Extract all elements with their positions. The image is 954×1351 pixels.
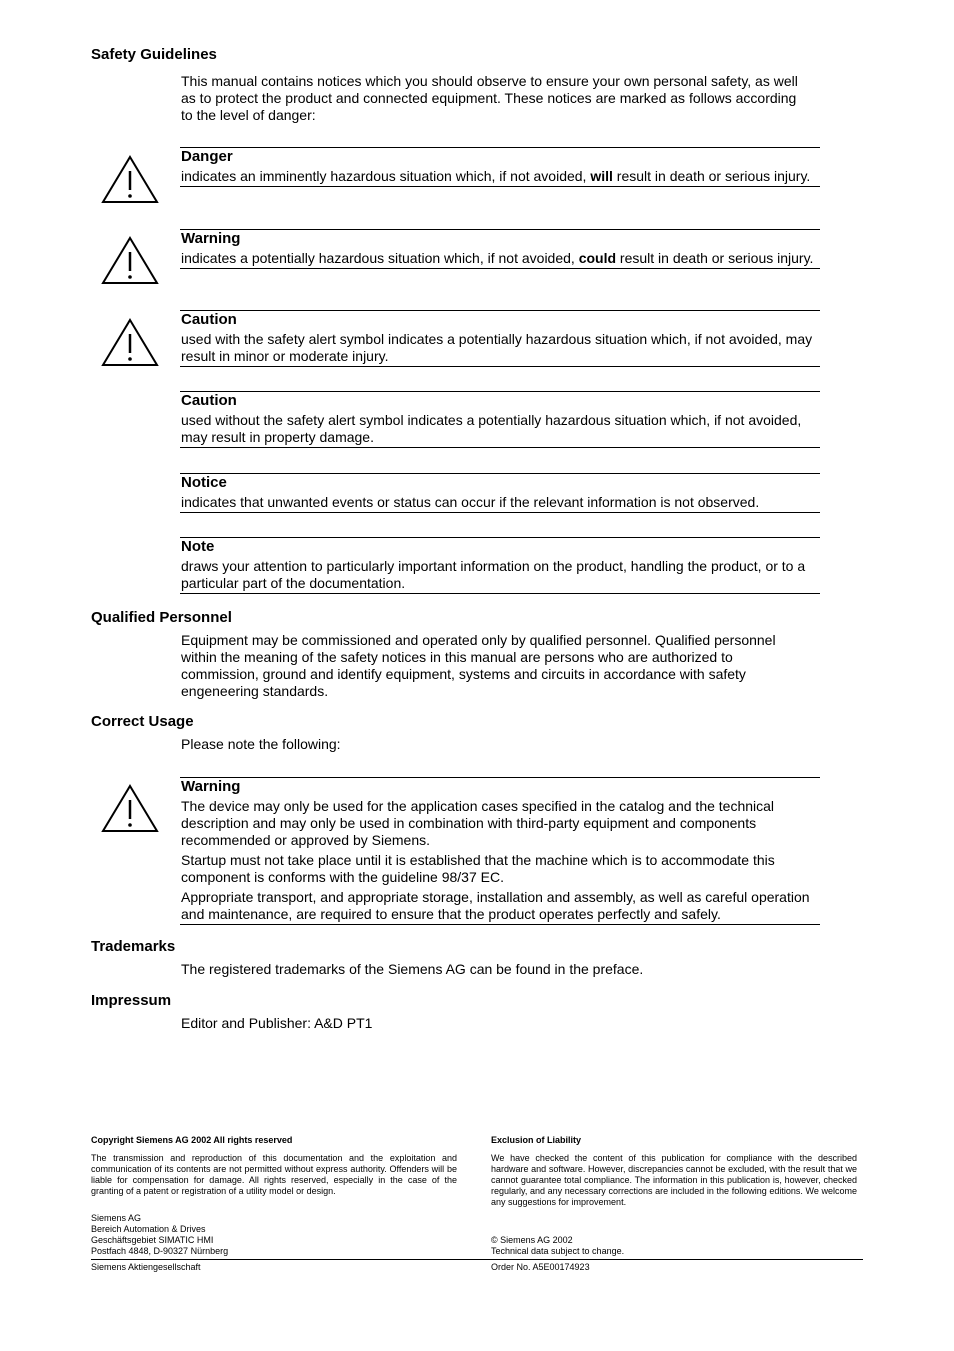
notice-body: indicates an imminently hazardous situation which, if not avoided, will result in death or serious injury.: [181, 168, 811, 184]
qualified-text: Equipment may be commissioned and operated only by qualified personnel. Qualified personnel within the meaning of the safety notices in this manual are persons who are authorized to commission, ground and identify equipment, systems and circuits in accordance with safety engeneering standards.: [181, 632, 776, 699]
notice-notice: [180, 473, 820, 513]
warning-triangle-icon: [101, 784, 159, 834]
notice-title: Warning: [181, 230, 241, 247]
address-line: Siemens AG: [91, 1213, 142, 1223]
notice-warning: [180, 229, 820, 269]
address-line: Geschäftsgebiet SIMATIC HMI: [91, 1235, 214, 1245]
notice-title: Warning: [181, 778, 241, 795]
safety-intro: This manual contains notices which you should observe to ensure your own personal safety, as well as to protect the product and connected equipment. These notices are marked as follows according to the level of danger:: [181, 73, 798, 123]
notice-title: Danger: [181, 148, 233, 165]
address-block: [91, 1213, 461, 1257]
notice-paragraph: The device may only be used for the application cases specified in the catalog and the technical description and may only be used in combination with third-party equipment and components recommended or approved by Siemens.: [181, 798, 775, 848]
notice-body: indicates a potentially hazardous situation which, if not avoided, could result in death or serious injury.: [181, 250, 814, 266]
warning-triangle-icon: [101, 155, 159, 205]
notice-danger: [180, 147, 820, 187]
copyright-text: The transmission and reproduction of this documentation and the exploitation and communication of its contents are not permitted without express authority. Offenders will be liable for compensation for damage. All rights reserved, especially in the case of the granting of a patent or registration of a utility model or design.: [91, 1153, 457, 1196]
impressum-text: Editor and Publisher: A&D PT1: [181, 1015, 373, 1031]
notice-paragraph: Startup must not take place until it is established that the machine which is to accommodate this component is conforms with the guideline 98/37 EC.: [181, 852, 775, 885]
address-line: Postfach 4848, D-90327 Nürnberg: [91, 1246, 229, 1256]
usage-heading: Correct Usage: [91, 713, 194, 730]
qualified-heading: Qualified Personnel: [91, 609, 232, 626]
technical-data-note: Technical data subject to change.: [491, 1246, 625, 1256]
usage-intro: Please note the following:: [181, 736, 341, 752]
order-number: Order No. A5E00174923: [491, 1262, 590, 1272]
notice-title: Caution: [181, 392, 237, 409]
notice-body: draws your attention to particularly important information on the product, handling the product, or to a particular part of the documentation.: [181, 558, 806, 591]
usage-warning: [180, 777, 820, 925]
copyright-heading: Copyright Siemens AG 2002 All rights reserved: [91, 1135, 293, 1145]
notice-body: used with the safety alert symbol indicates a potentially hazardous situation which, if not avoided, may result in minor or moderate injury.: [181, 331, 813, 364]
company-name: Siemens Aktiengesellschaft: [91, 1262, 201, 1272]
notice-note: [180, 537, 820, 594]
notice-paragraph: Appropriate transport, and appropriate storage, installation and assembly, as well as careful operation and maintenance, are required to ensure that the product operates perfectly and safely.: [181, 889, 810, 922]
siemens-copyright: © Siemens AG 2002: [491, 1235, 573, 1245]
trademarks-text: The registered trademarks of the Siemens AG can be found in the preface.: [181, 961, 644, 977]
impressum-heading: Impressum: [91, 992, 172, 1009]
footer-divider: [91, 1259, 863, 1260]
address-line: Bereich Automation & Drives: [91, 1224, 206, 1234]
notice-body: indicates that unwanted events or status can occur if the relevant information is not observed.: [181, 494, 760, 510]
notice-title: Caution: [181, 311, 237, 328]
notice-title: Notice: [181, 474, 227, 491]
siemens-copyright-block: [491, 1235, 861, 1257]
safety-heading: Safety Guidelines: [91, 46, 217, 63]
liability-text: We have checked the content of this publication for compliance with the described hardware and software. However, discrepancies cannot be excluded, with the result that we cannot guarantee total compliance. The information in this publication is, however, checked regularly, and any necessary corrections are included in the following editions. We welcome any suggestions for improvement.: [491, 1153, 857, 1207]
notice-caution-symbol: [180, 310, 820, 367]
warning-triangle-icon: [101, 318, 159, 368]
notice-body: used without the safety alert symbol indicates a potentially hazardous situation which, if not avoided, may result in property damage.: [181, 412, 802, 445]
trademarks-heading: Trademarks: [91, 938, 176, 955]
notice-caution: [180, 391, 820, 448]
liability-heading: Exclusion of Liability: [491, 1135, 582, 1145]
warning-triangle-icon: [101, 236, 159, 286]
notice-title: Note: [181, 538, 215, 555]
